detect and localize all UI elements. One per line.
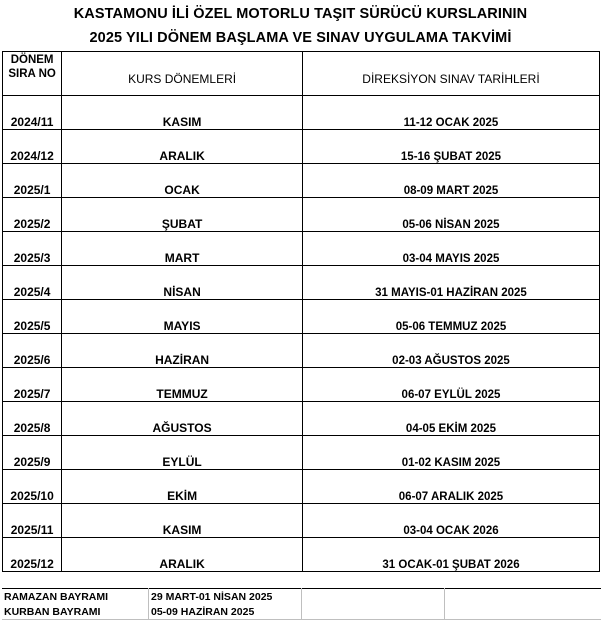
period-number-cell: 2025/3 (3, 232, 62, 266)
course-period-cell: MAYIS (62, 300, 303, 334)
header-period-number: DÖNEM SIRA NO (3, 52, 62, 96)
header-course-periods: KURS DÖNEMLERİ (62, 52, 303, 96)
course-period-cell: KASIM (62, 504, 303, 538)
course-period-cell: EYLÜL (62, 436, 303, 470)
course-period-cell: KASIM (62, 96, 303, 130)
table-row (3, 130, 600, 164)
table-row (3, 266, 600, 300)
table-row (3, 334, 600, 368)
exam-date-cell: 03-04 MAYIS 2025 (302, 232, 599, 266)
table-row (3, 164, 600, 198)
exam-date-cell: 05-06 TEMMUZ 2025 (302, 300, 599, 334)
table-row (3, 436, 600, 470)
table-row (3, 402, 600, 436)
course-period-cell: EKİM (62, 470, 303, 504)
exam-date-cell: 05-06 NİSAN 2025 (302, 198, 599, 232)
exam-date-cell: 06-07 EYLÜL 2025 (302, 368, 599, 402)
course-period-cell: ARALIK (62, 130, 303, 164)
table-row (3, 300, 600, 334)
course-period-cell: ARALIK (62, 538, 303, 572)
course-period-cell: AĞUSTOS (62, 402, 303, 436)
holiday-row (2, 589, 601, 605)
document-title-line1: KASTAMONU İLİ ÖZEL MOTORLU TAŞIT SÜRÜCÜ KURSLARININ (73, 6, 528, 22)
table-row (3, 538, 600, 572)
holiday-row (2, 604, 601, 620)
period-number-cell: 2025/7 (3, 368, 62, 402)
course-period-cell: OCAK (62, 164, 303, 198)
course-period-cell: ŞUBAT (62, 198, 303, 232)
empty-cell (445, 589, 601, 605)
holiday-name: RAMAZAN BAYRAMI (2, 589, 149, 605)
exam-date-cell: 06-07 ARALIK 2025 (302, 470, 599, 504)
document-title-line2: 2025 YILI DÖNEM BAŞLAMA VE SINAV UYGULAMA TAKVİMİ (89, 30, 512, 46)
table-body (3, 96, 600, 572)
holidays-table (2, 588, 601, 620)
empty-cell (445, 604, 601, 620)
exam-date-cell: 02-03 AĞUSTOS 2025 (302, 334, 599, 368)
period-number-cell: 2025/11 (3, 504, 62, 538)
course-period-cell: HAZİRAN (62, 334, 303, 368)
course-period-cell: NİSAN (62, 266, 303, 300)
holiday-dates: 05-09 HAZİRAN 2025 (149, 604, 302, 620)
table-row (3, 232, 600, 266)
table-row (3, 198, 600, 232)
period-number-cell: 2025/5 (3, 300, 62, 334)
schedule-table (2, 51, 600, 572)
exam-date-cell: 08-09 MART 2025 (302, 164, 599, 198)
exam-date-cell: 15-16 ŞUBAT 2025 (302, 130, 599, 164)
holiday-dates: 29 MART-01 NİSAN 2025 (149, 589, 302, 605)
period-number-cell: 2025/12 (3, 538, 62, 572)
period-number-cell: 2025/4 (3, 266, 62, 300)
table-row (3, 504, 600, 538)
header-exam-dates: DİREKSİYON SINAV TARİHLERİ (302, 52, 599, 96)
period-number-cell: 2025/2 (3, 198, 62, 232)
course-period-cell: MART (62, 232, 303, 266)
exam-date-cell: 11-12 OCAK 2025 (302, 96, 599, 130)
period-number-cell: 2025/8 (3, 402, 62, 436)
exam-date-cell: 01-02 KASIM 2025 (302, 436, 599, 470)
exam-date-cell: 31 MAYIS-01 HAZİRAN 2025 (302, 266, 599, 300)
exam-date-cell: 03-04 OCAK 2026 (302, 504, 599, 538)
table-row (3, 96, 600, 130)
holiday-name: KURBAN BAYRAMI (2, 604, 149, 620)
table-row (3, 470, 600, 504)
period-number-cell: 2025/6 (3, 334, 62, 368)
period-number-cell: 2024/11 (3, 96, 62, 130)
exam-date-cell: 31 OCAK-01 ŞUBAT 2026 (302, 538, 599, 572)
period-number-cell: 2025/1 (3, 164, 62, 198)
table-row (3, 368, 600, 402)
period-number-cell: 2025/9 (3, 436, 62, 470)
period-number-cell: 2025/10 (3, 470, 62, 504)
course-period-cell: TEMMUZ (62, 368, 303, 402)
empty-cell (302, 589, 445, 605)
table-header-row (3, 52, 600, 96)
period-number-cell: 2024/12 (3, 130, 62, 164)
empty-cell (302, 604, 445, 620)
exam-date-cell: 04-05 EKİM 2025 (302, 402, 599, 436)
